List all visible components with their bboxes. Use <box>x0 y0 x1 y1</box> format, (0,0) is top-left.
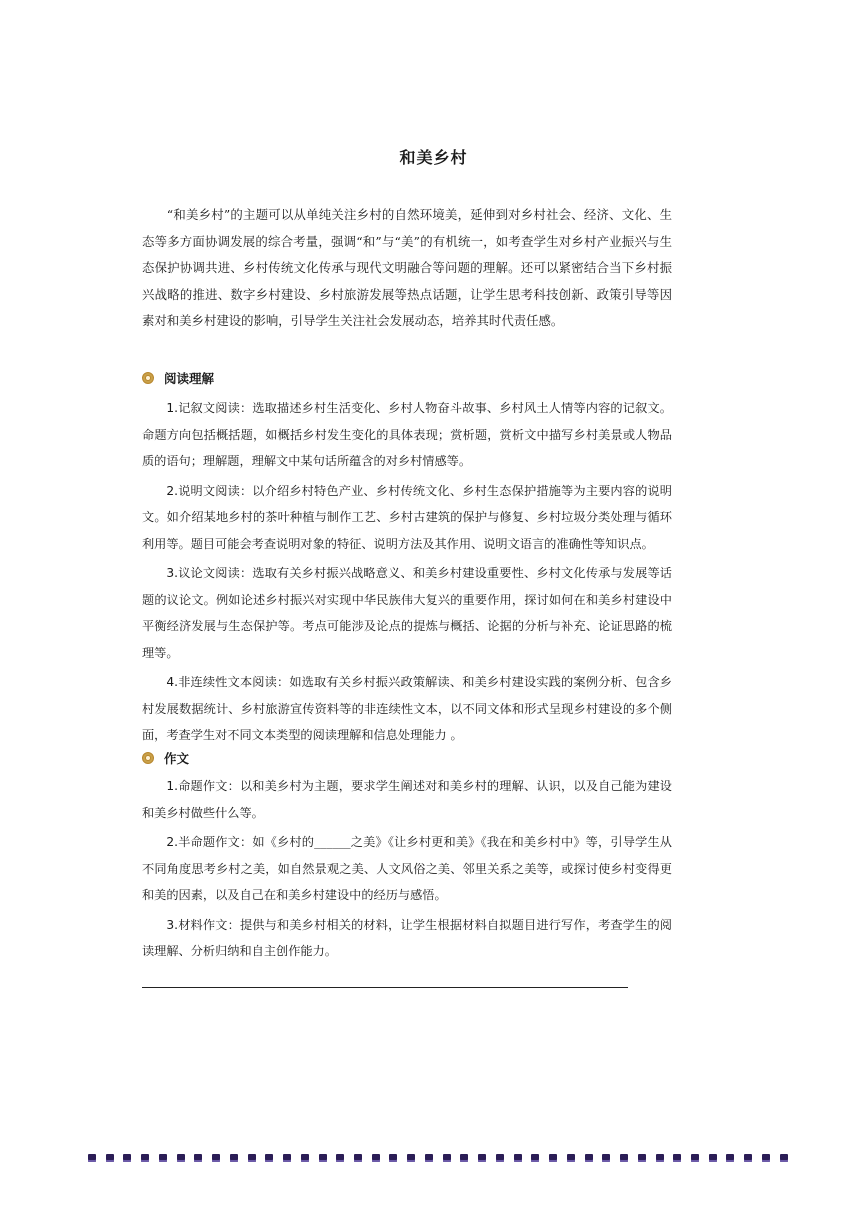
border-square-icon <box>531 1154 539 1162</box>
border-square-icon <box>230 1154 238 1162</box>
page-title: 和美乡村 <box>399 148 468 167</box>
composition-items <box>142 773 672 968</box>
border-square-icon <box>726 1154 734 1162</box>
border-square-icon <box>354 1154 362 1162</box>
border-square-icon <box>460 1154 468 1162</box>
border-square-icon <box>549 1154 557 1162</box>
border-square-icon <box>585 1154 593 1162</box>
border-square-icon <box>212 1154 220 1162</box>
section-heading-reading <box>142 368 214 388</box>
border-square-icon <box>744 1154 752 1162</box>
section-label: 阅读理解 <box>164 371 215 386</box>
section-label: 作文 <box>164 751 190 766</box>
border-square-icon <box>709 1154 717 1162</box>
border-square-icon <box>656 1154 664 1162</box>
ornament-bullet-icon <box>142 752 154 764</box>
border-square-icon <box>602 1154 610 1162</box>
border-square-icon <box>194 1154 202 1162</box>
list-item: 3.议论文阅读：选取有关乡村振兴战略意义、和美乡村建设重要性、乡村文化传承与发展等话题的议论文。例如论述乡村振兴对实现中华民族伟大复兴的重要作用，探讨如何在和美乡村建设中平衡经济发展与生态保护等。考点可能涉及论点的提炼与概括、论据的分析与补充、论证思路的梳理等。 <box>142 566 672 660</box>
border-square-icon <box>496 1154 504 1162</box>
border-square-icon <box>248 1154 256 1162</box>
border-square-icon <box>319 1154 327 1162</box>
border-square-icon <box>762 1154 770 1162</box>
border-square-icon <box>443 1154 451 1162</box>
border-square-icon <box>780 1154 788 1162</box>
border-square-icon <box>106 1154 114 1162</box>
border-square-icon <box>478 1154 486 1162</box>
list-item: 2.半命题作文：如《乡村的______之美》《让乡村更和美》《我在和美乡村中》等，引导学生从不同角度思考乡村之美，如自然景观之美、人文风俗之美、邻里关系之美等，或探讨使乡村变得更和美的因素，以及自己在和美乡村建设中的经历与感悟。 <box>142 835 672 902</box>
border-square-icon <box>265 1154 273 1162</box>
section-heading-composition <box>142 748 189 768</box>
border-square-icon <box>673 1154 681 1162</box>
border-square-icon <box>283 1154 291 1162</box>
reading-items <box>142 395 672 752</box>
horizontal-rule <box>142 987 628 988</box>
border-square-icon <box>123 1154 131 1162</box>
border-square-icon <box>159 1154 167 1162</box>
list-item: 3.材料作文：提供与和美乡村相关的材料，让学生根据材料自拟题目进行写作，考查学生的阅读理解、分析归纳和自主创作能力。 <box>142 917 672 958</box>
border-square-icon <box>141 1154 149 1162</box>
intro-paragraph: “和美乡村”的主题可以从单纯关注乡村的自然环境美，延伸到对乡村社会、经济、文化、生态等多方面协调发展的综合考量，强调“和”与“美”的有机统一，如考查学生对乡村产业振兴与生态保护协调共进、乡村传统文化传承与现代文明融合等问题的理解。还可以紧密结合当下乡村振兴战略的推进、数字乡村建设、乡村旅游发展等热点话题，让学生思考科技创新、政策引导等因素对和美乡村建设的影响，引导学生关注社会发展动态，培养其时代责任感。 <box>142 207 672 328</box>
border-square-icon <box>425 1154 433 1162</box>
border-square-icon <box>638 1154 646 1162</box>
ornament-bullet-icon <box>142 372 154 384</box>
border-square-icon <box>620 1154 628 1162</box>
list-item: 4.非连续性文本阅读：如选取有关乡村振兴政策解读、和美乡村建设实践的案例分析、包含乡村发展数据统计、乡村旅游宣传资料等的非连续性文本，以不同文体和形式呈现乡村建设的多个侧面，考查学生对不同文本类型的阅读理解和信息处理能力 。 <box>142 675 672 742</box>
list-item: 1.记叙文阅读：选取描述乡村生活变化、乡村人物奋斗故事、乡村风土人情等内容的记叙文。命题方向包括概括题，如概括乡村发生变化的具体表现；赏析题，赏析文中描写乡村美景或人物品质的语句；理解题，理解文中某句话所蕴含的对乡村情感等。 <box>142 401 672 468</box>
border-square-icon <box>88 1154 96 1162</box>
border-square-icon <box>691 1154 699 1162</box>
decorative-dot-border <box>88 1152 788 1164</box>
border-square-icon <box>336 1154 344 1162</box>
list-item: 2.说明文阅读：以介绍乡村特色产业、乡村传统文化、乡村生态保护措施等为主要内容的说明文。如介绍某地乡村的茶叶种植与制作工艺、乡村古建筑的保护与修复、乡村垃圾分类处理与循环利用等。题目可能会考查说明对象的特征、说明方法及其作用、说明文语言的准确性等知识点。 <box>142 483 672 551</box>
border-square-icon <box>301 1154 309 1162</box>
border-square-icon <box>514 1154 522 1162</box>
list-item: 1.命题作文：以和美乡村为主题，要求学生阐述对和美乡村的理解、认识，以及自己能为建设和美乡村做些什么等。 <box>142 779 672 820</box>
border-square-icon <box>177 1154 185 1162</box>
border-square-icon <box>567 1154 575 1162</box>
border-square-icon <box>389 1154 397 1162</box>
border-square-icon <box>372 1154 380 1162</box>
border-square-icon <box>407 1154 415 1162</box>
